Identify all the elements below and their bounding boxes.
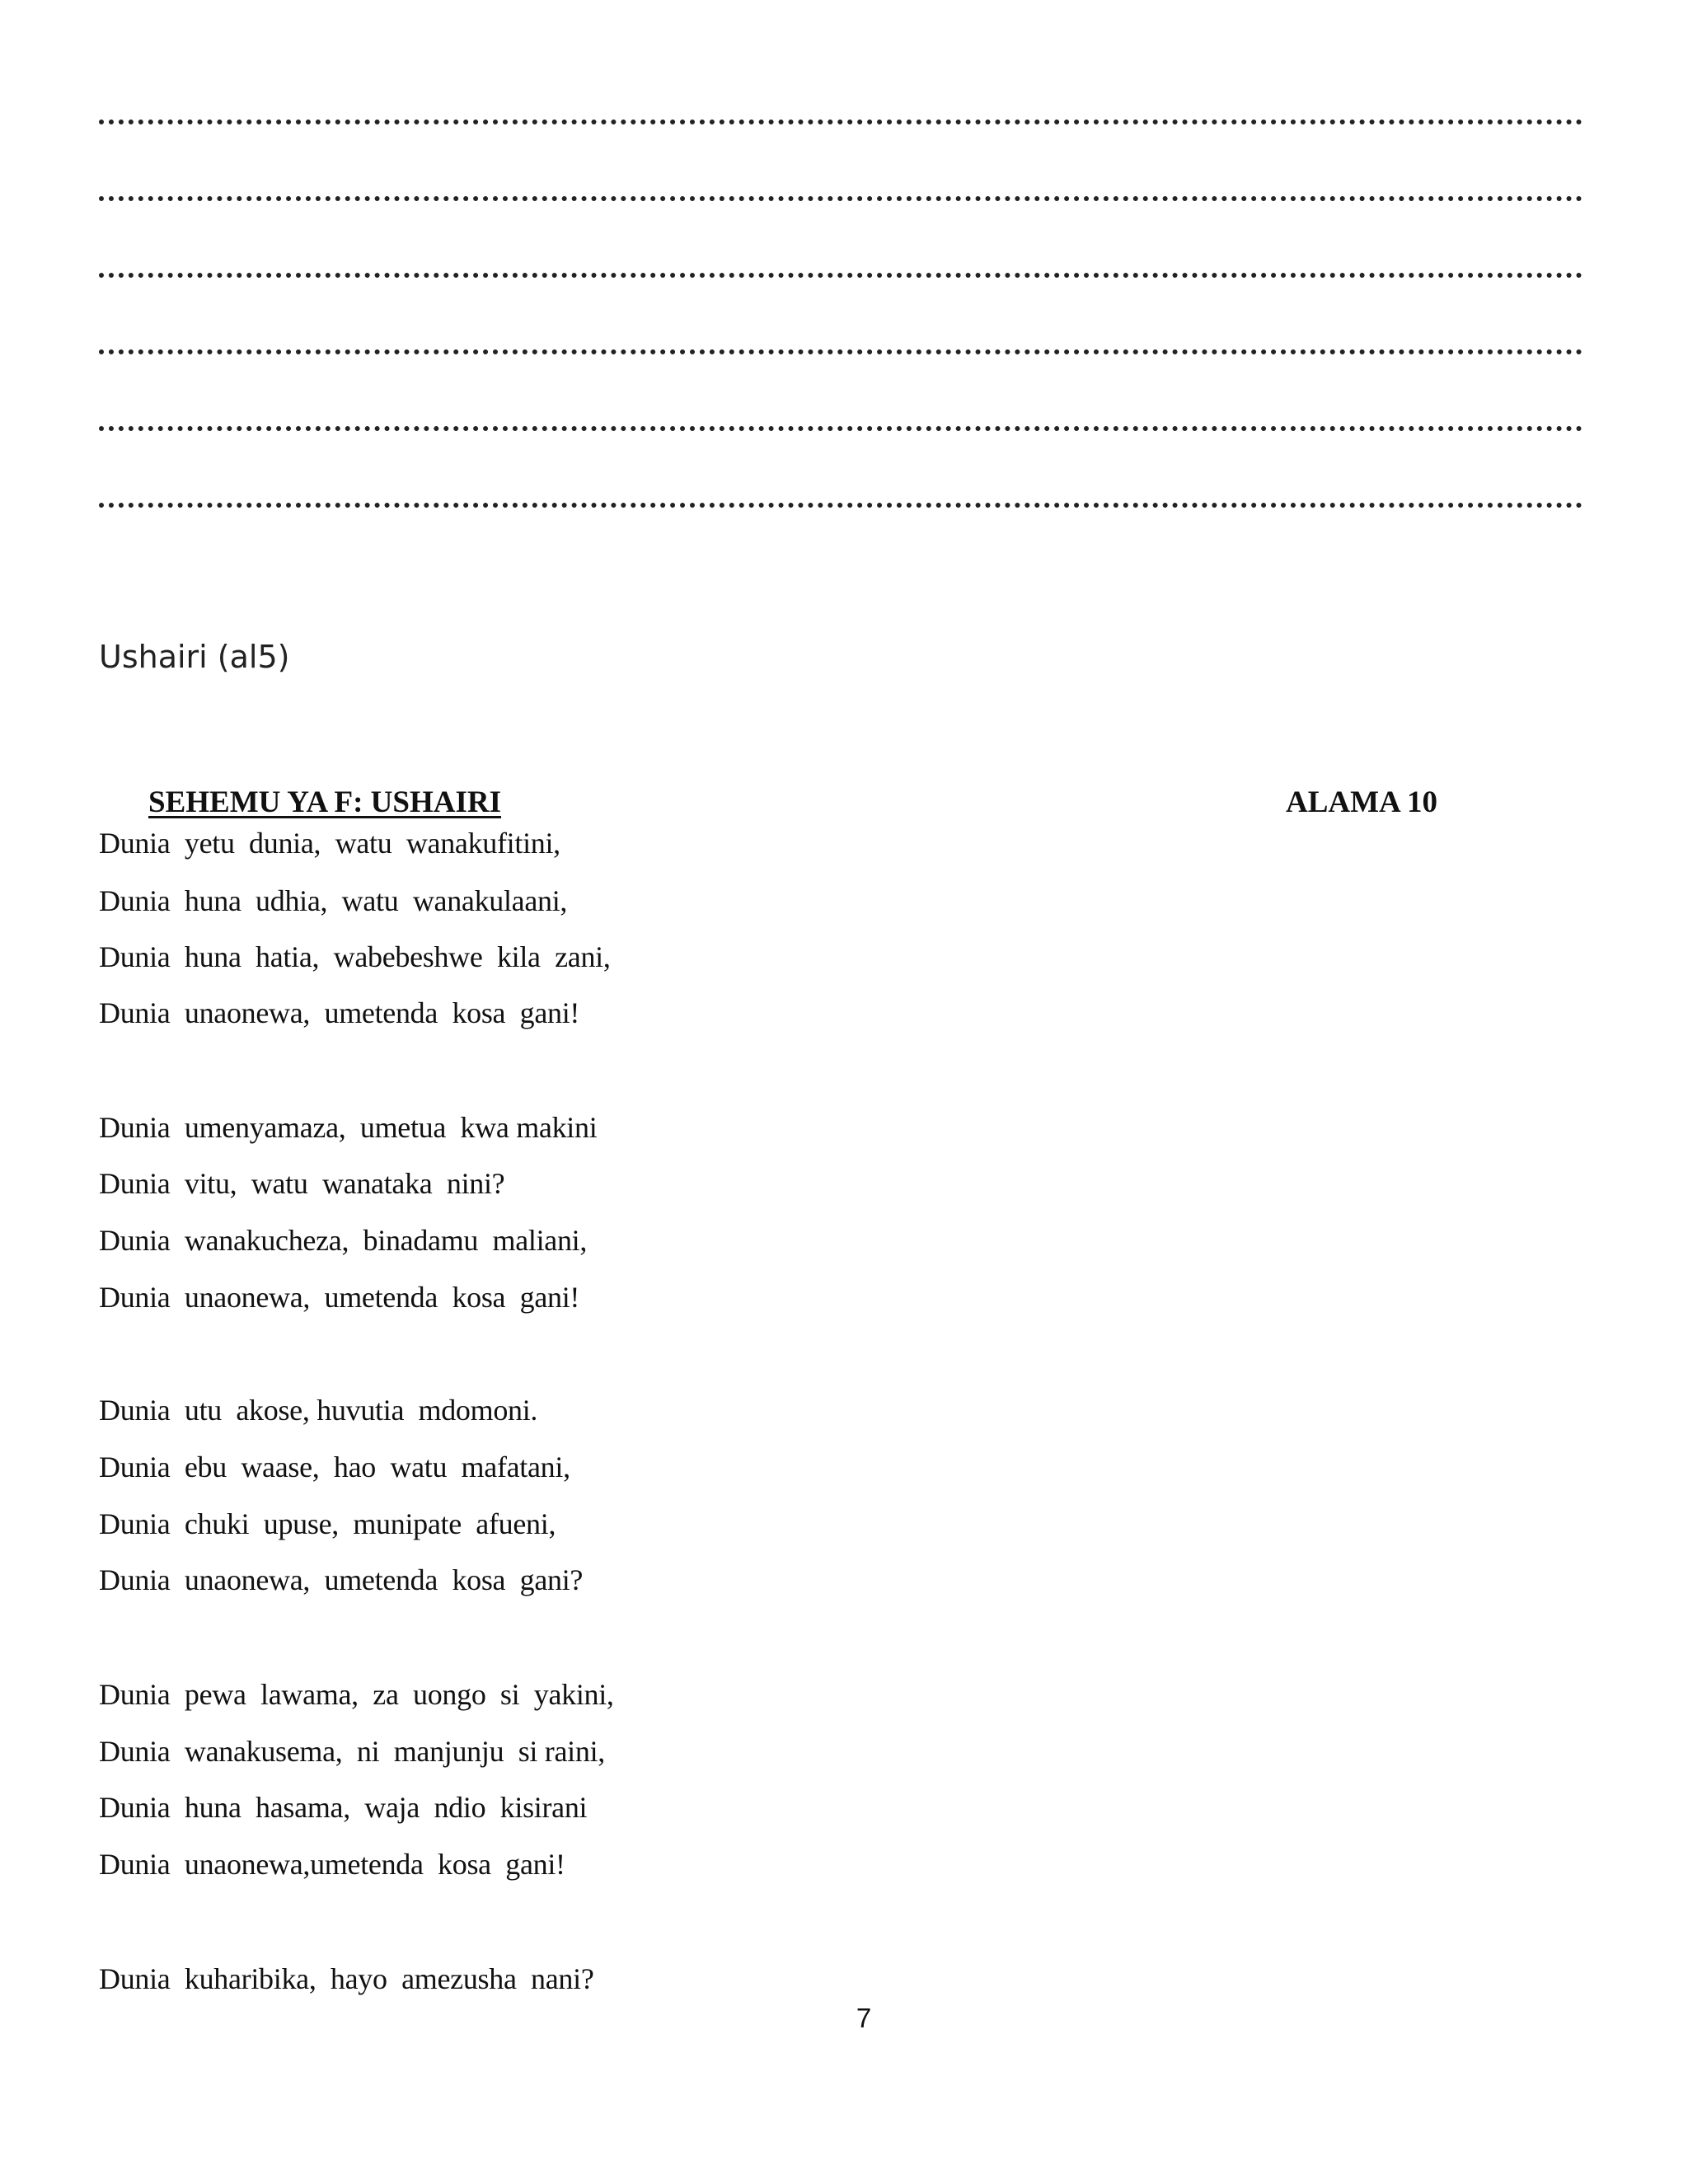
section-heading: SEHEMU YA F: USHAIRI bbox=[148, 785, 501, 819]
poem-line: Dunia wanakusema, ni manjunju si raini, bbox=[99, 1735, 605, 1768]
poem-line: Dunia unaonewa,umetenda kosa gani! bbox=[99, 1848, 565, 1881]
poem-line: Dunia ebu waase, hao watu mafatani, bbox=[99, 1451, 570, 1483]
page-number: 7 bbox=[856, 2003, 872, 2033]
answer-line bbox=[99, 424, 1582, 431]
poem-line: Dunia vitu, watu wanataka nini? bbox=[99, 1167, 505, 1200]
answer-line bbox=[99, 117, 1582, 124]
section-label: Ushairi (al5) bbox=[99, 639, 290, 675]
poem-line: Dunia pewa lawama, za uongo si yakini, bbox=[99, 1678, 614, 1711]
poem-line: Dunia chuki upuse, munipate afueni, bbox=[99, 1507, 556, 1540]
poem-line: Dunia huna hatia, wabebeshwe kila zani, bbox=[99, 940, 611, 973]
poem-line: Dunia wanakucheza, binadamu maliani, bbox=[99, 1224, 588, 1257]
poem-line: Dunia unaonewa, umetenda kosa gani? bbox=[99, 1563, 584, 1596]
answer-line bbox=[99, 194, 1582, 201]
poem-line: Dunia umenyamaza, umetua kwa makini bbox=[99, 1111, 598, 1144]
answer-line bbox=[99, 500, 1582, 508]
poem-line: Dunia yetu dunia, watu wanakufitini, bbox=[99, 827, 560, 860]
poem-line: Dunia huna udhia, watu wanakulaani, bbox=[99, 884, 568, 917]
answer-line bbox=[99, 270, 1582, 278]
poem-line: Dunia utu akose, huvutia mdomoni. bbox=[99, 1394, 538, 1427]
answer-line bbox=[99, 347, 1582, 354]
poem-line: Dunia huna hasama, waja ndio kisirani bbox=[99, 1791, 588, 1824]
marks-heading: ALAMA 10 bbox=[1286, 785, 1437, 819]
poem-line: Dunia unaonewa, umetenda kosa gani! bbox=[99, 996, 580, 1029]
poem-line: Dunia kuharibika, hayo amezusha nani? bbox=[99, 1962, 594, 1995]
poem-line: Dunia unaonewa, umetenda kosa gani! bbox=[99, 1281, 580, 1314]
